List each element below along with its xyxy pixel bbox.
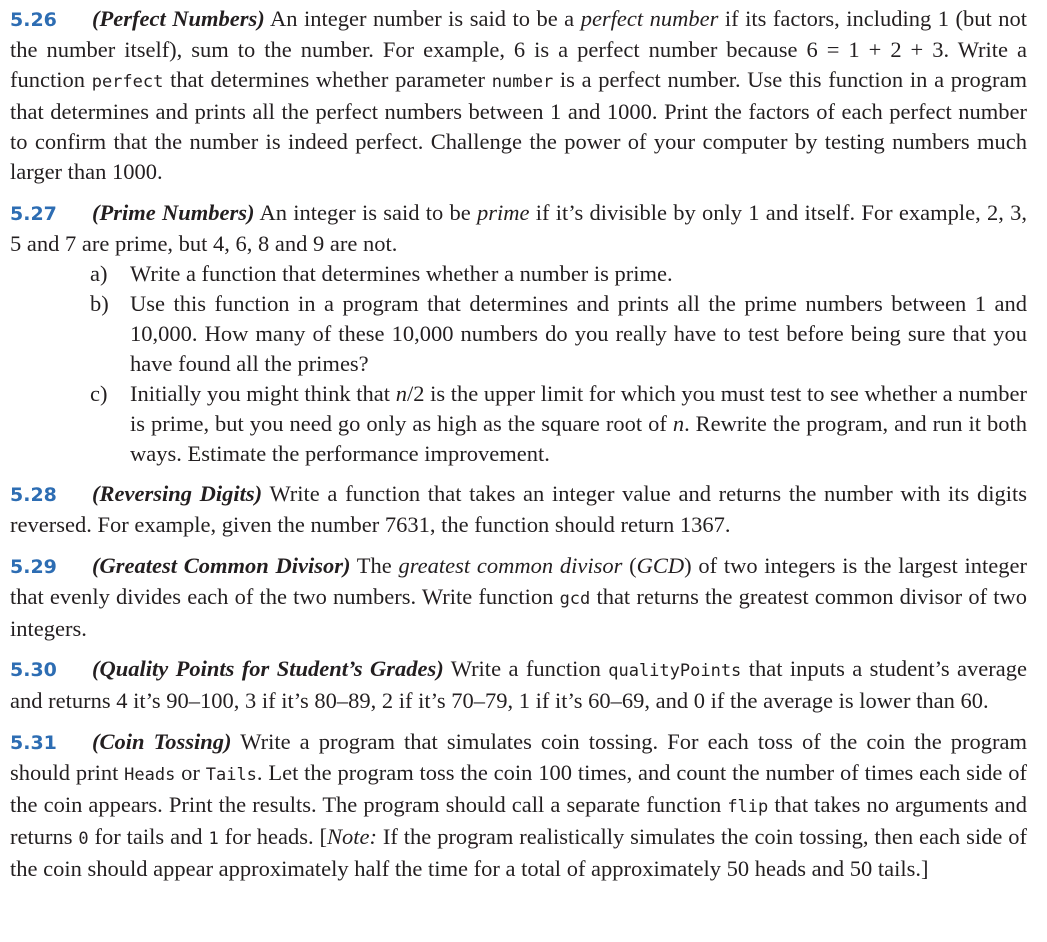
exercise-text: The xyxy=(350,552,399,578)
exercise-title: (Perfect Numbers) xyxy=(92,6,265,31)
term-perfect-number: perfect number xyxy=(580,6,719,31)
code-one: 1 xyxy=(208,828,219,849)
code-gcd: gcd xyxy=(559,588,591,609)
term-prime: prime xyxy=(477,199,530,225)
exercise-5-30 xyxy=(10,654,1027,716)
exercise-text: if its factors, including 1 (but not the number itself), sum to the number. For example, 6 is a perfect number because 6 = 1 + 2 + 3. Write a function xyxy=(10,6,1028,92)
exercise-text: An integer is said to be xyxy=(254,199,477,225)
exercise-text: or xyxy=(175,759,206,785)
exercise-parts xyxy=(10,259,1027,469)
exercise-5-27 xyxy=(10,198,1027,469)
code-number: number xyxy=(491,72,554,92)
note-label: Note: xyxy=(327,823,378,849)
exercise-text: that returns the greatest common divisor of two integers. xyxy=(10,583,1028,641)
code-qualitypoints: qualityPoints xyxy=(608,661,742,681)
exercise-text: for tails and xyxy=(88,823,209,849)
code-tails: Tails xyxy=(205,764,257,785)
code-zero: 0 xyxy=(78,828,89,849)
part-item xyxy=(90,379,1027,469)
exercise-number: 5.30 xyxy=(10,659,57,681)
exercise-text: that inputs a student’s average and returns 4 it’s 90–100, 3 if it’s 80–89, 2 if it’s 70–79, 1 if it’s 60–69, and 0 if the average is lower than 60. xyxy=(10,656,1027,713)
part-text: Write a function that determines whether a number is prime. xyxy=(130,260,673,286)
part-text: /2 is the upper limit for which you must test to see whether a number is prime, but you need go only as high as the square root of xyxy=(130,380,1028,436)
code-heads: Heads xyxy=(124,764,176,785)
math-n: n xyxy=(672,410,685,436)
exercise-5-28 xyxy=(10,479,1027,540)
term-gcd: GCD xyxy=(636,552,685,578)
exercise-text: If the program realistically simulates the coin tossing, then each side of the coin should appear approximately half the time for a total of approximately 50 heads and 50 tails.] xyxy=(10,823,1028,881)
part-label: a) xyxy=(90,260,108,286)
exercise-intro xyxy=(10,198,1027,259)
exercise-title: (Prime Numbers) xyxy=(92,199,255,225)
exercise-text: Write a function xyxy=(443,656,609,681)
part-text: Initially you might think that xyxy=(130,380,396,406)
exercise-number: 5.28 xyxy=(10,484,57,506)
exercise-5-31 xyxy=(10,727,1027,884)
code-perfect: perfect xyxy=(91,72,164,92)
exercise-text: ) of two integers is the largest integer that evenly divides each of the two numbers. Write function xyxy=(10,552,1027,609)
exercise-title: (Coin Tossing) xyxy=(92,728,232,754)
exercise-text: Write a function that takes an integer value and returns the number with its digits reversed. For example, given the number 7631, the function should return 1367. xyxy=(10,481,1027,537)
exercise-number: 5.31 xyxy=(10,731,57,754)
exercise-number: 5.29 xyxy=(10,555,57,578)
exercise-title: (Reversing Digits) xyxy=(92,481,263,506)
exercise-text: if it’s divisible by only 1 and itself. For example, 2, 3, 5 and 7 are prime, but 4, 6, 8 and 9 are not. xyxy=(10,199,1027,256)
exercise-text: is a perfect number. Use this function in a program that determines and prints all the perfect numbers between 1 and 1000. Print the factors of each perfect number to confirm that the number is indeed perfect. Challenge the power of your computer by testing numbers much larger than 1000. xyxy=(10,67,1028,184)
code-flip: flip xyxy=(727,796,769,817)
exercise-5-26 xyxy=(10,4,1027,187)
exercise-text: An integer number is said to be a xyxy=(264,6,581,31)
exercise-number: 5.27 xyxy=(10,202,57,225)
part-label: c) xyxy=(90,380,108,406)
exercise-5-29 xyxy=(10,551,1027,644)
exercise-title: (Greatest Common Divisor) xyxy=(92,552,351,578)
exercise-text: for heads. [ xyxy=(218,823,328,849)
part-item xyxy=(90,289,1027,379)
exercise-text: that determines whether parameter xyxy=(163,67,492,92)
exercise-number: 5.26 xyxy=(10,9,57,31)
term-greatest-common-divisor: greatest common divisor xyxy=(398,552,623,578)
exercise-text: . Let the program toss the coin 100 times, and count the number of times each side of the coin appears. Print the results. The program should call a separate function xyxy=(10,759,1027,817)
part-item xyxy=(90,259,1027,289)
part-text: Use this function in a program that determines and prints all the prime numbers between 1 and 10,000. How many of these 10,000 numbers do you really have to test before being sure that you have found all the primes? xyxy=(130,290,1027,376)
exercise-title: (Quality Points for Student’s Grades) xyxy=(92,656,444,681)
part-label: b) xyxy=(90,290,109,316)
exercise-text: ( xyxy=(622,552,637,578)
exercise-text: that takes no arguments and returns xyxy=(10,791,1027,849)
math-n: n xyxy=(395,380,407,406)
exercise-text: Write a program that simulates coin tossing. For each toss of the coin the program should print xyxy=(10,728,1028,785)
part-text: . Rewrite the program, and run it both ways. Estimate the performance improvement. xyxy=(130,410,1027,466)
